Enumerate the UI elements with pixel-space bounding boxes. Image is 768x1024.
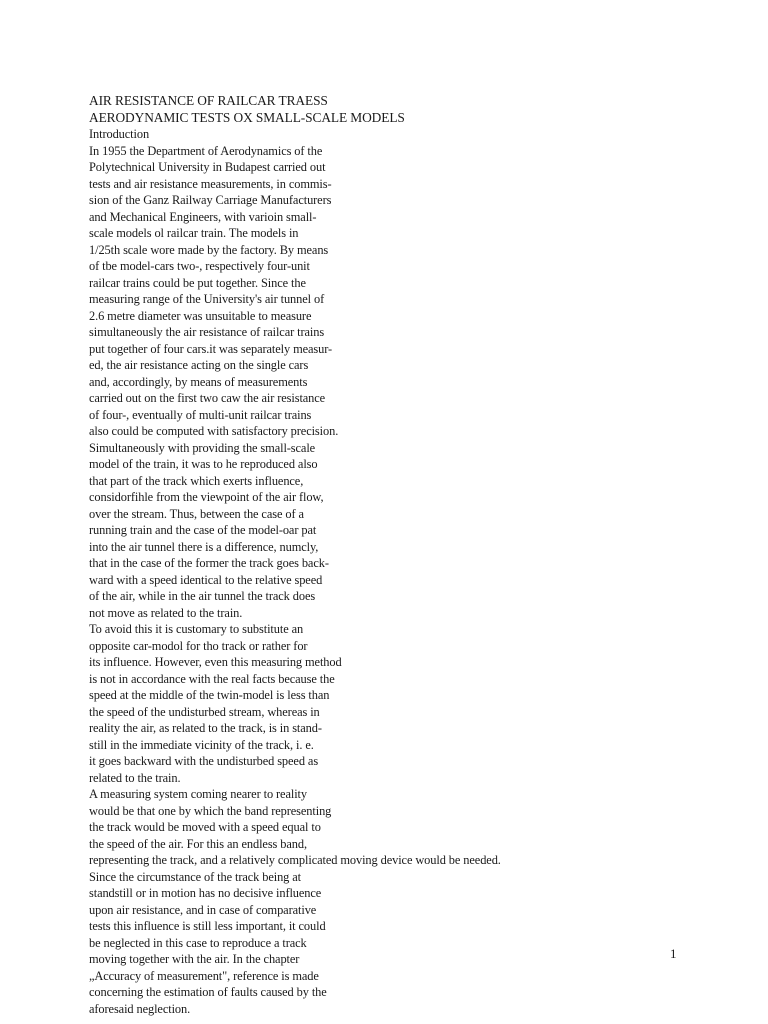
body-line: is not in accordance with the real facts because the <box>89 671 335 686</box>
body-line: put together of four cars.it was separately measur- <box>89 341 333 356</box>
body-line: Simultaneously with providing the small-scale <box>89 440 316 455</box>
body-line: standstill or in motion has no decisive influence <box>89 886 322 900</box>
body-line: running train and the case of the model-oar pat <box>89 523 317 537</box>
body-line: would be that one by which the band representing <box>89 803 332 818</box>
body-line: To avoid this it is customary to substitute an <box>89 622 304 636</box>
body-line: In 1955 the Department of Aerodynamics of the <box>89 143 323 158</box>
body-line: the speed of the air. For this an endless band, <box>89 836 307 851</box>
body-line: representing the track, and a relatively complicated moving device would be needed. <box>89 853 501 867</box>
body-line: ed, the air resistance acting on the single cars <box>89 358 309 372</box>
body-line: of tbe model-cars two-, respectively four-unit <box>89 259 310 273</box>
body-line: still in the immediate vicinity of the track, i. e. <box>89 737 314 752</box>
body-line: opposite car-modol for tho track or rather for <box>89 638 308 653</box>
body-line: aforesaid neglection. <box>89 1001 191 1016</box>
body-line: 2.6 metre diameter was unsuitable to measure <box>89 308 312 323</box>
body-line: speed at the middle of the twin-model is less than <box>89 688 330 702</box>
body-line: also could be computed with satisfactory precision. <box>89 424 339 438</box>
body-line: „Accuracy of measurement", reference is made <box>89 968 319 983</box>
document-title-line-1: AIR RESISTANCE OF RAILCAR TRAESS <box>89 93 328 108</box>
body-line: and, accordingly, by means of measurements <box>89 374 308 389</box>
body-line: railcar trains could be put together. Since the <box>89 275 306 290</box>
body-line: the track would be moved with a speed equal to <box>89 820 321 834</box>
body-line: not move as related to the train. <box>89 605 243 620</box>
body-line: upon air resistance, and in case of comparative <box>89 902 317 917</box>
section-heading: Introduction <box>89 127 150 141</box>
body-line: concerning the estimation of faults caused by the <box>89 985 327 999</box>
body-line: carried out on the first two caw the air resistance <box>89 391 326 405</box>
body-line: scale models ol railcar train. The models in <box>89 226 299 240</box>
document-title-line-2: AERODYNAMIC TESTS OX SMALL-SCALE MODELS <box>89 109 405 125</box>
document-text <box>89 93 729 1017</box>
body-line: Since the circumstance of the track being at <box>89 869 302 884</box>
body-line: of the air, while in the air tunnel the track does <box>89 589 316 603</box>
body-line: A measuring system coming nearer to reality <box>89 787 307 801</box>
body-line: the speed of the undisturbed stream, whereas in <box>89 704 320 719</box>
body-line: of four-, eventually of multi-unit railcar trains <box>89 407 312 422</box>
body-line: considorfihle from the viewpoint of the air flow, <box>89 490 324 504</box>
body-line: that part of the track which exerts influence, <box>89 473 304 488</box>
body-line: 1/25th scale wore made by the factory. By means <box>89 242 329 257</box>
body-line: into the air tunnel there is a difference, numcly, <box>89 539 319 554</box>
body-line: its influence. However, even this measuring method <box>89 655 342 669</box>
body-line: tests and air resistance measurements, in commis- <box>89 176 332 191</box>
body-line: measuring range of the University's air tunnel of <box>89 292 325 306</box>
body-line: tests this influence is still less important, it could <box>89 919 326 933</box>
body-line: related to the train. <box>89 770 181 785</box>
body-line: sion of the Ganz Railway Carriage Manufacturers <box>89 193 332 207</box>
body-line: simultaneously the air resistance of railcar trains <box>89 325 325 339</box>
body-line: moving together with the air. In the chapter <box>89 952 300 966</box>
body-line: it goes backward with the undisturbed speed as <box>89 754 319 768</box>
body-line: over the stream. Thus, between the case of a <box>89 506 304 521</box>
body-line: that in the case of the former the track goes back- <box>89 556 329 570</box>
page-number: 1 <box>670 946 677 961</box>
body-line: be neglected in this case to reproduce a track <box>89 935 307 950</box>
body-line: reality the air, as related to the track, is in stand- <box>89 721 322 735</box>
body-line: Polytechnical University in Budapest carried out <box>89 160 326 174</box>
body-paragraphs <box>89 143 729 1018</box>
body-line: ward with a speed identical to the relative speed <box>89 572 323 587</box>
body-line: model of the train, it was to he reproduced also <box>89 457 318 471</box>
body-line: and Mechanical Engineers, with varioin small- <box>89 209 317 224</box>
